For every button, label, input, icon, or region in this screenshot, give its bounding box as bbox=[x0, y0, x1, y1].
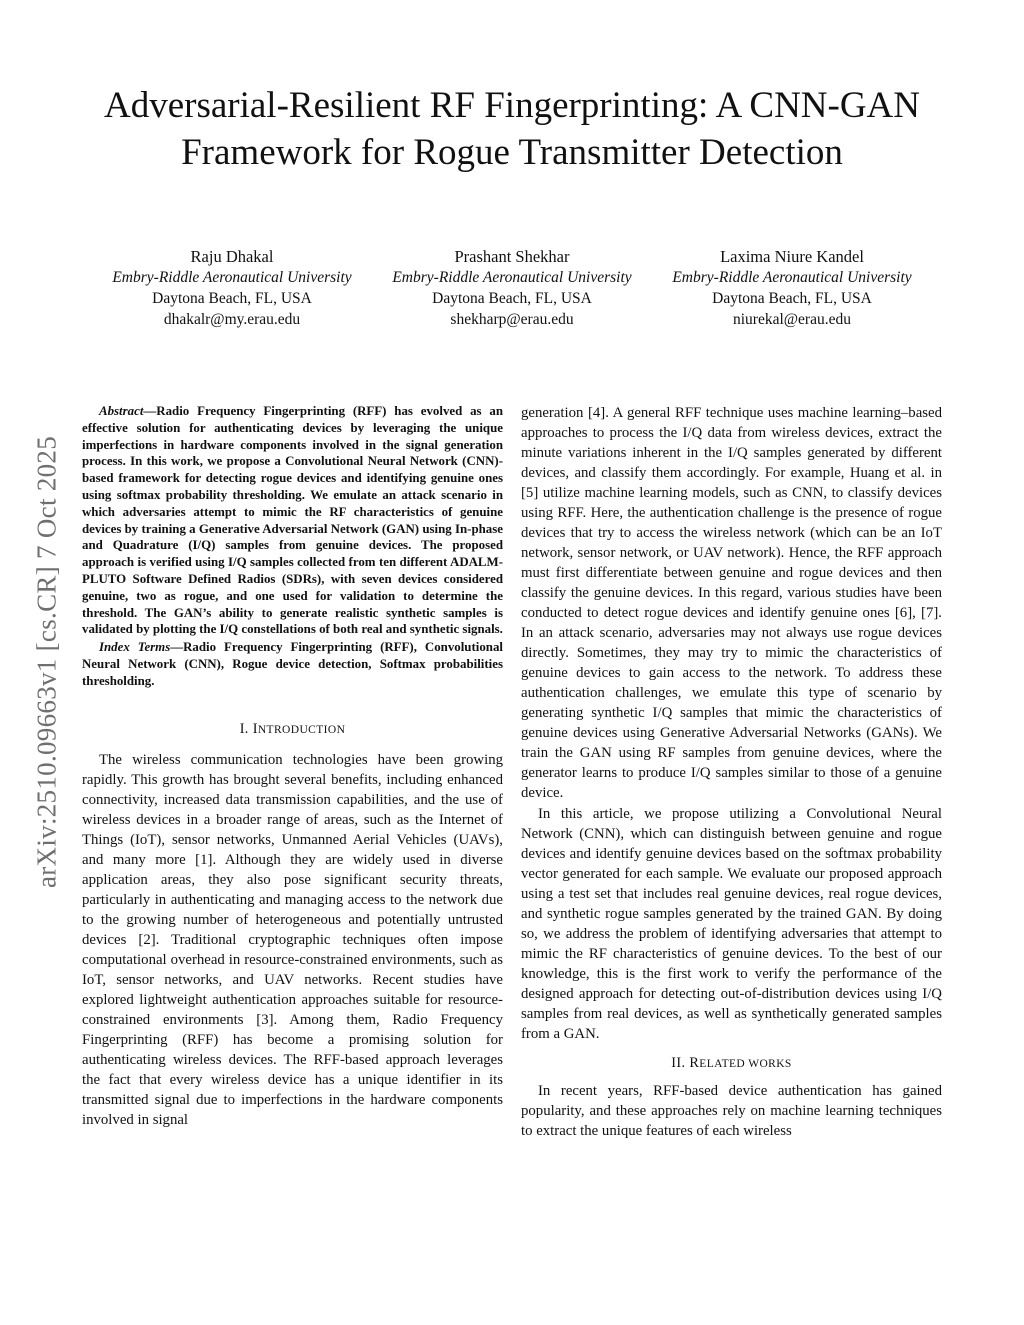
paragraph: The wireless communication technologies have been growing rapidly. This growth has brought several benefits, including enhanced connectivity, increased data transmission capabilities, and the use of wireless devices in a broader range of areas, such as the Internet of Things (IoT), sensor networks, Unmanned Aerial Vehicles (UAVs), and many more [1]. Although they are widely used in diverse application areas, they also pose significant security threats, particularly in authenticating and managing access to the network due to the growing number of heterogeneous and potentially untrusted devices [2]. Traditional cryptographic techniques often impose computational overhead in resource-constrained environments, such as IoT, sensor networks, and UAV networks. Recent studies have explored lightweight authentication approaches suitable for resource-constrained environments [3]. Among them, Radio Frequency Fingerprinting (RFF) has become a promising solution for authenticating wireless devices. The RFF-based approach leverages the fact that every wireless device has a unique identifier in its transmitted signal due to imperfections in the hardware components involved in signal bbox=[82, 751, 503, 1128]
index-terms-label: Index Terms bbox=[99, 640, 171, 655]
author-1 bbox=[92, 246, 372, 330]
paragraph: In this article, we propose utilizing a Convolutional Neural Network (CNN), which can distinguish between genuine and rogue devices and identify genuine devices based on the softmax probability vector generated for each sample. We evaluate our proposed approach using a test set that includes real genuine devices, real rogue devices, and synthetic rogue samples generated by the trained GAN. By doing so, we address the problem of identifying adversaries that attempt to mimic the RF characteristics of genuine devices. To the best of our knowledge, this is the first work to verify the performance of the designed approach for detecting out-of-distribution devices using I/Q samples from real devices, as well as synthetically generated samples from a GAN. bbox=[521, 806, 942, 1042]
author-email: dhakalr@my.erau.edu bbox=[163, 311, 301, 328]
right-column bbox=[521, 403, 942, 1141]
index-terms bbox=[82, 639, 503, 689]
left-column bbox=[82, 403, 503, 1130]
abstract-text: Radio Frequency Fingerprinting (RFF) has evolved as an effective solution for authenticating devices by leveraging the unique imperfections in hardware components involved in the signal generation process. In this work, we propose a Convolutional Neural Network (CNN)-based framework for detecting rogue devices and identifying genuine ones using softmax probability thresholding. We emulate an attack scenario in which adversaries attempt to mimic the RF characteristics of genuine devices by training a Generative Adversarial Network (GAN) using In-phase and Quadrature (I/Q) samples from genuine devices. The proposed approach is verified using I/Q samples collected from ten different ADALM-PLUTO Software Defined Radios (SDRs), with seven devices considered genuine, two as rogue, and one used for validation to determine the threshold. The GAN’s ability to generate realistic synthetic samples is validated by plotting the I/Q constellations of both real and synthetic signals. bbox=[82, 404, 503, 637]
author-affiliation: Embry-Riddle Aeronautical University bbox=[672, 269, 912, 286]
author-location: Daytona Beach, FL, USA bbox=[712, 290, 872, 307]
index-terms-text: —Radio Frequency Fingerprinting (RFF), Convolutional Neural Network (CNN), Rogue device detection, Softmax probabilities thresholding. bbox=[82, 640, 503, 688]
author-location: Daytona Beach, FL, USA bbox=[432, 290, 592, 307]
author-email: shekharp@erau.edu bbox=[450, 311, 574, 328]
section-initial: R bbox=[689, 1055, 700, 1071]
section-initial: I bbox=[252, 720, 258, 737]
author-2 bbox=[372, 246, 652, 330]
author-affiliation: Embry-Riddle Aeronautical University bbox=[392, 269, 632, 286]
author-email: niurekal@erau.edu bbox=[733, 311, 851, 328]
arxiv-identifier-stamp: arXiv:2510.09663v1 [cs.CR] 7 Oct 2025 bbox=[31, 435, 62, 889]
section-number: II. bbox=[671, 1055, 690, 1071]
author-name: Prashant Shekhar bbox=[454, 247, 570, 266]
section-heading-introduction bbox=[82, 719, 503, 740]
author-3 bbox=[652, 246, 932, 330]
author-name: Laxima Niure Kandel bbox=[720, 247, 864, 266]
section-title-rest: NTRODUCTION bbox=[257, 723, 346, 736]
section-heading-related-works bbox=[521, 1053, 942, 1074]
author-name: Raju Dhakal bbox=[190, 247, 274, 266]
section-number: I. bbox=[239, 720, 253, 737]
paragraph: In recent years, RFF-based device authentication has gained popularity, and these approaches rely on machine learning techniques to extract the unique features of each wireless bbox=[521, 1083, 942, 1139]
section-title-rest: ELATED WORKS bbox=[699, 1058, 792, 1070]
author-location: Daytona Beach, FL, USA bbox=[152, 290, 312, 307]
author-affiliation: Embry-Riddle Aeronautical University bbox=[112, 269, 352, 286]
paper-title: Adversarial-Resilient RF Fingerprinting: A CNN-GAN Framework for Rogue Transmitter Detection bbox=[104, 85, 920, 173]
abstract bbox=[82, 403, 503, 638]
abstract-label: Abstract— bbox=[99, 404, 157, 418]
paragraph: generation [4]. A general RFF technique uses machine learning–based approaches to process the I/Q data from wireless devices, extract the minute variations inherent in the I/Q samples generated by different devices, and classify them accordingly. For example, Huang et al. in [5] utilize machine learning models, such as CNN, to classify devices using RFF. Here, the authentication challenge is the presence of rogue devices that try to access the wireless network (which can be an IoT network, sensor network, or UAV network). Hence, the RFF approach must first differentiate between genuine and rogue devices and then classify the genuine devices. In this regard, various studies have been conducted to detect rogue devices and identify genuine ones [6], [7]. In an attack scenario, adversaries may not always use rogue devices directly. Sometimes, they may try to mimic the characteristics of genuine devices to gain access to the network. To address these authentication challenges, we emulate this type of scenario by generating synthetic I/Q samples that mimic the characteristics of genuine devices using Generative Adversarial Networks (GANs). We train the GAN using RF samples from genuine devices, where the generator learns to produce I/Q samples similar to those of a genuine device. bbox=[521, 405, 942, 801]
